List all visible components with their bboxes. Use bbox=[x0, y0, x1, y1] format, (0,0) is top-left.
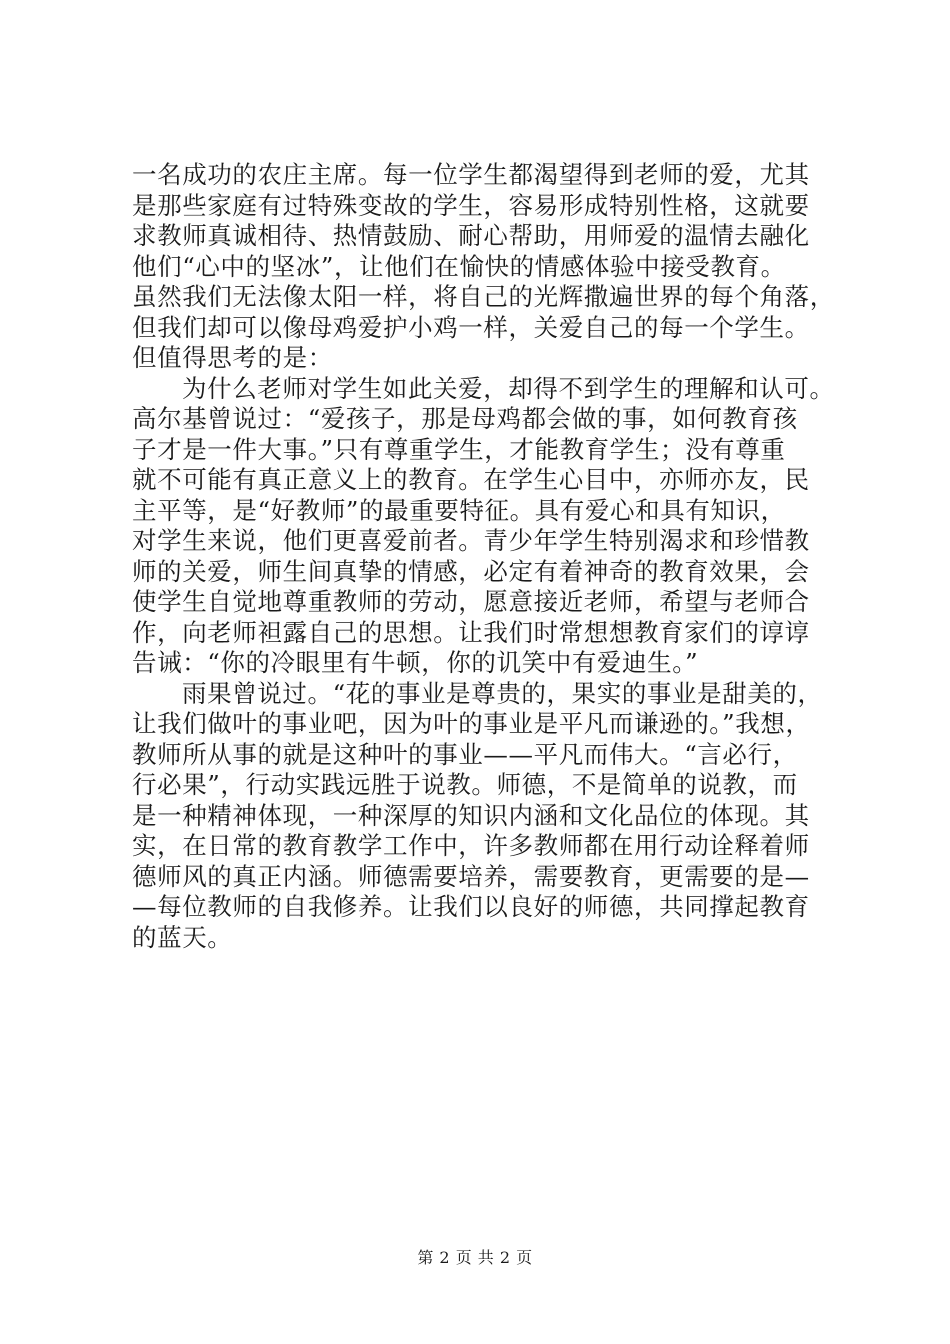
text-line: 实，在日常的教育教学工作中，许多教师都在用行动诠释着师 bbox=[132, 831, 810, 860]
text-line: 德师风的真正内涵。师德需要培养，需要教育，更需要的是— bbox=[132, 861, 810, 891]
text-line: 高尔基曾说过：“爱孩子，那是母鸡都会做的事，如何教育孩 bbox=[132, 404, 798, 433]
text-line: 主平等，是“好教师”的最重要特征。具有爱心和具有知识， bbox=[132, 495, 786, 525]
text-line: 使学生自觉地尊重教师的劳动，愿意接近老师，希望与老师合 bbox=[132, 587, 810, 616]
document-body bbox=[132, 160, 854, 953]
text-line: 教师所从事的就是这种叶的事业——平凡而伟大。“言必行， bbox=[132, 739, 798, 769]
page-footer bbox=[0, 1245, 950, 1268]
text-line: 虽然我们无法像太阳一样，将自己的光辉撒遍世界的每个角落， bbox=[132, 282, 835, 311]
paragraph-start-line: 为什么老师对学生如此关爱，却得不到学生的理解和认可。 bbox=[182, 373, 835, 403]
text-line: 但我们却可以像母鸡爱护小鸡一样，关爱自己的每一个学生。 bbox=[132, 312, 810, 342]
text-line: 行必果”，行动实践远胜于说教。师德，不是简单的说教，而 bbox=[132, 770, 798, 799]
text-line: 是那些家庭有过特殊变故的学生，容易形成特别性格，这就要 bbox=[132, 190, 810, 220]
paragraph-start-line: 雨果曾说过。“花的事业是尊贵的，果实的事业是甜美的， bbox=[182, 678, 823, 708]
text-line: 他们“心中的坚冰”，让他们在愉快的情感体验中接受教育。 bbox=[132, 251, 786, 281]
text-line: 就不可能有真正意义上的教育。在学生心目中，亦师亦友，民 bbox=[132, 465, 810, 494]
text-line: —每位教师的自我修养。让我们以良好的师德，共同撑起教育 bbox=[132, 892, 810, 921]
page-number-label: 第 2 页 共 2 页 bbox=[417, 1248, 533, 1267]
text-line: 对学生来说，他们更喜爱前者。青少年学生特别渴求和珍惜教 bbox=[132, 526, 810, 555]
text-line: 求教师真诚相待、热情鼓励、耐心帮助，用师爱的温情去融化 bbox=[132, 221, 810, 250]
text-line: 告诫：“你的冷眼里有牛顿，你的讥笑中有爱迪生。” bbox=[132, 648, 699, 677]
text-line: 师的关爱，师生间真挚的情感，必定有着神奇的教育效果，会 bbox=[132, 556, 810, 586]
text-line: 的蓝天。 bbox=[132, 922, 233, 952]
text-line: 是一种精神体现，一种深厚的知识内涵和文化品位的体现。其 bbox=[132, 800, 810, 830]
text-line: 作，向老师袒露自己的思想。让我们时常想想教育家们的谆谆 bbox=[132, 617, 810, 647]
text-line: 子才是一件大事。”只有尊重学生，才能教育学生；没有尊重 bbox=[132, 434, 786, 464]
text-line: 但值得思考的是： bbox=[132, 343, 333, 372]
text-line: 一名成功的农庄主席。每一位学生都渴望得到老师的爱，尤其 bbox=[132, 160, 810, 189]
text-line: 让我们做叶的事业吧，因为叶的事业是平凡而谦逊的。”我想， bbox=[132, 709, 811, 738]
